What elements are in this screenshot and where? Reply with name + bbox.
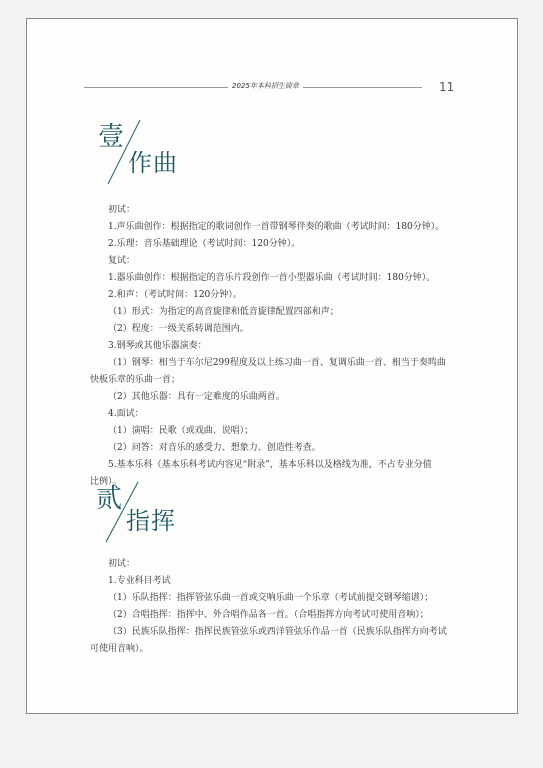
section-1-content xyxy=(90,202,478,491)
text-line: 初试： xyxy=(108,205,136,215)
text-line: 2.和声：（考试时间：120分钟）。 xyxy=(108,290,242,300)
text-line: 复试： xyxy=(108,256,136,266)
text-line: （2）问答：对音乐的感受力、想象力、创造性考查。 xyxy=(108,443,321,453)
text-line: （3）民族乐队指挥：指挥民族管弦乐或西洋管弦乐作品一首（民族乐队指挥方向考试 xyxy=(108,627,447,637)
text-line: 1.声乐曲创作：根据指定的歌词创作一首带钢琴伴奏的歌曲（考试时间：180分钟）。 xyxy=(108,222,445,232)
text-line: （2）程度：一级关系转调范围内。 xyxy=(108,324,249,334)
text-line: 可使用音响）。 xyxy=(90,644,149,654)
text-line: 比例）。 xyxy=(90,477,122,487)
text-line: （2）合唱指挥：指挥中、外合唱作品各一首。（合唱指挥方向考试可使用音响）； xyxy=(108,610,429,620)
text-line: （1）钢琴：相当于车尔尼299程度及以上练习曲一首、复调乐曲一首、相当于奏鸣曲 xyxy=(108,358,446,368)
section-2-content xyxy=(90,556,478,658)
header-title: 2025年本科招生简章 xyxy=(228,81,303,91)
text-line: （2）其他乐器：具有一定难度的乐曲两首。 xyxy=(108,392,285,402)
text-line: （1）演唱：民歌（或戏曲、说唱）； xyxy=(108,426,254,436)
text-line: 快板乐章的乐曲一首； xyxy=(90,375,181,385)
text-line: 1.器乐曲创作：根据指定的音乐片段创作一首小型器乐曲（考试时间：180分钟）。 xyxy=(108,273,436,283)
section-number-1: 壹 xyxy=(98,122,125,152)
text-line: 初试： xyxy=(108,559,136,569)
text-line: （1）形式：为指定的高音旋律和低音旋律配置四部和声； xyxy=(108,307,339,317)
section-title-1: 作曲 xyxy=(128,149,178,177)
text-line: 3.钢琴或其他乐器演奏： xyxy=(108,341,207,351)
section-title-2: 指挥 xyxy=(126,507,176,535)
text-line: 4.面试： xyxy=(108,409,144,419)
section-number-2: 贰 xyxy=(96,484,123,514)
page-number: 11 xyxy=(439,80,455,94)
text-line: （1）乐队指挥：指挥管弦乐曲一首或交响乐曲一个乐章（考试前提交钢琴缩谱）； xyxy=(108,593,434,603)
text-line: 5.基本乐科（基本乐科考试内容见“附录”，基本乐科以及格线为准，不占专业分值 xyxy=(108,460,432,470)
text-line: 1.专业科目考试 xyxy=(108,576,171,586)
text-line: 2.乐理：音乐基础理论（考试时间：120分钟）。 xyxy=(108,239,301,249)
